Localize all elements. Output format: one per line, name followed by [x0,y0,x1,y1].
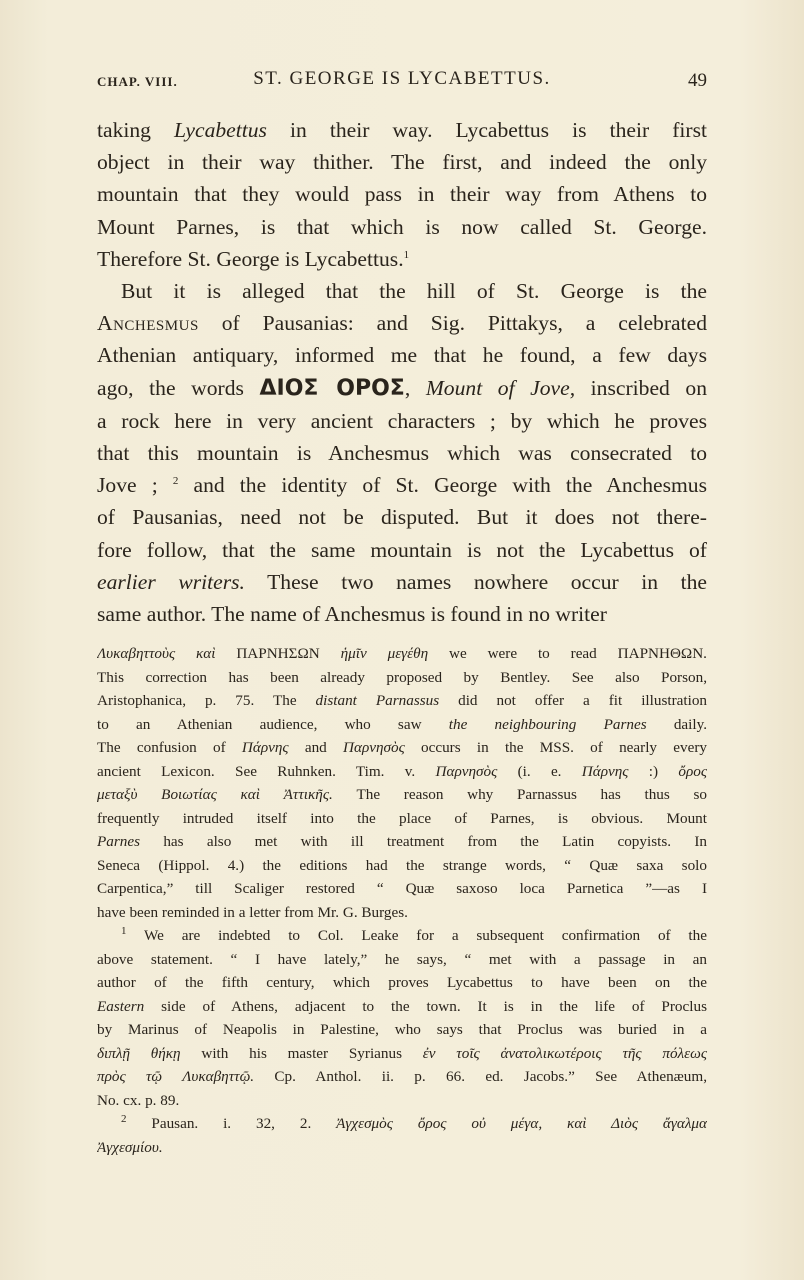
text-run: (i. e. [497,762,582,780]
body-line [97,598,707,630]
text-run: The reason why Parnassus has thus so [332,786,707,803]
text-run: πρὸς τῷ Λυκαβηττῷ. [97,1068,255,1085]
text-run: :) [628,762,679,780]
text-run: Therefore St. George is Lycabettus. [97,246,404,271]
text-run: Ἀγχεσμίου. [97,1138,163,1156]
footnote-line [97,830,707,854]
footnote-line [97,807,707,831]
text-run: Eastern [97,997,145,1015]
text-run: and the identity of St. George with the Anchesmus [178,473,707,498]
footnote-line [97,760,707,784]
text-run: same author. The name of Anchesmus is found in no writer [97,602,607,627]
text-run: , [404,375,426,400]
footnote-line [97,736,707,760]
text-run: to an Athenian audience, who saw [97,715,449,733]
footnote-line [97,1136,707,1160]
text-run: of Pausanias, need not be disputed. But it does not there- [97,505,707,530]
footnote-line [97,1018,707,1042]
text-run: side of Athens, adjacent to the town. It is in the life of Proclus [144,997,707,1015]
chapter-label: CHAP. VIII. [97,74,178,89]
body-line [97,566,707,598]
text-run: 1 [403,248,410,261]
footnote-line [97,948,707,972]
page-number: 49 [688,70,707,91]
text-run: We are indebted to Col. Leake for a subsequent confirmation of the [126,927,707,944]
body-line [97,372,707,405]
body-line [97,405,707,437]
body-line [97,114,707,146]
text-run: Seneca (Hippol. 4.) the editions had the strange words, “ Quæ saxa solo [97,856,707,874]
footnote-line [97,901,707,925]
footnote-line [97,642,707,666]
footnote-line [97,783,707,807]
footnote-line [97,1089,707,1113]
text-run: by Marinus of Neapolis in Palestine, who says that Proclus was buried in a [97,1021,707,1038]
text-run: occurs in the MSS. of nearly every [404,739,707,756]
text-run: in their way. Lycabettus is their first [266,118,707,142]
text-run: Ἀγχεσμὸς ὄρος οὐ μέγα, καὶ Διὸς ἄγαλμα [336,1115,707,1132]
text-run: Parnes [97,833,141,850]
text-run: earlier writers. [97,569,245,594]
text-run: frequently intruded itself into the place of Parnes, is obvious. Mount [97,809,707,827]
text-run: ΔΙΟΣ ΟΡΟΣ [259,375,405,401]
body-line [97,339,707,371]
text-run: with his master Syrianus [180,1044,423,1062]
text-run: 2 [121,1112,127,1125]
text-run: mountain that they would pass in their way from Athens to [97,182,707,207]
text-run: These two names nowhere occur in the [244,569,707,594]
text-run: ὄρος [678,762,707,780]
text-run: Anchesmus [97,311,199,336]
text-run: we were to read ΠΑΡΝΗΘΩΝ. [428,645,707,662]
text-run: Λυκαβηττοὺς καὶ [97,645,216,662]
text-run: the neighbouring Parnes [448,715,647,733]
text-run: ancient Lexicon. See Ruhnken. Tim. v. [97,762,436,780]
body-line [97,534,707,566]
body-line [97,275,707,307]
body-line [97,243,707,275]
text-run: ἡμῖν μεγέθη [340,645,429,662]
footnote-line [97,877,707,901]
text-run: διπλῇ θήκῃ [97,1044,181,1062]
running-header [97,68,707,98]
body-line [97,501,707,533]
text-run: fore follow, that the same mountain is not the Lycabettus of [97,537,707,562]
text-run: 2 [172,475,179,488]
text-run: Carpentica,” till Scaliger restored “ Quæ saxoso loca Parnetica ”—as I [97,880,707,897]
text-run: Jove ; [97,473,173,498]
main-text [97,114,707,630]
body-line [97,469,707,501]
text-run: 1 [121,924,127,937]
text-run: object in their way thither. The first, and indeed the only [97,150,707,175]
footnote-line [97,1042,707,1066]
text-run: Πάρνης [241,739,289,756]
text-run: distant Parnassus [315,692,440,709]
text-run: This correction has been already proposed by Bentley. See also Porson, [97,668,707,686]
text-run: Παρνησὸς [435,762,498,780]
footnote-line [97,1065,707,1089]
text-run: Παρνησὸς [343,739,405,756]
text-run: Athenian antiquary, informed me that he found, a few days [97,343,707,368]
footnote-line [97,854,707,878]
body-line [97,437,707,469]
text-run: of Pausanias: and Sig. Pittakys, a celebrated [198,311,707,336]
text-run: Aristophanica, p. 75. The [97,692,316,709]
text-run: and [288,739,343,756]
footnotes [97,642,707,1159]
footnote-line [97,713,707,737]
text-run: The confusion of [97,739,242,756]
footnote-line [97,924,707,948]
text-run: did not offer a fit illustration [439,692,707,709]
text-run: Pausan. i. 32, 2. [126,1115,337,1132]
text-run: that this mountain is Anchesmus which was consecrated to [97,441,707,466]
text-run: Mount of Jove, [425,375,576,400]
footnote-line [97,1112,707,1136]
footnote-line [97,666,707,690]
text-run: a rock here in very ancient characters ; by which he proves [97,408,707,433]
text-run: Lycabettus [174,118,267,142]
text-run: Cp. Anthol. ii. p. 66. ed. Jacobs.” See Athenæum, [254,1068,707,1085]
text-run: daily. [646,715,707,733]
running-title: ST. GEORGE IS LYCABETTUS. [253,68,551,89]
text-run: have been reminded in a letter from Mr. G. Burges. [97,903,408,921]
footnote-line [97,995,707,1019]
text-run: No. cx. p. 89. [97,1091,180,1109]
text-run: taking [97,118,175,142]
body-line [97,211,707,243]
body-line [97,146,707,178]
footnote-line [97,689,707,713]
body-line [97,178,707,210]
text-run: inscribed on [575,375,707,400]
text-run: But it is alleged that the hill of St. George is the [121,279,707,304]
text-run: ἐν τοῖς ἀνατολικωτέροις τῆς πόλεως [422,1044,707,1062]
text-run: above statement. “ I have lately,” he says, “ met with a passage in an [97,950,707,968]
footnote-line [97,971,707,995]
text-run: Mount Parnes, is that which is now called St. George. [97,214,707,239]
text-run: ago, the words [97,375,260,400]
text-run: has also met with ill treatment from the Latin copyists. In [140,833,707,850]
text-run: author of the fifth century, which proves Lycabettus to have been on the [97,974,707,991]
text-run: Πάρνης [581,762,629,780]
text-run: ΠΑΡΝΗΣΩΝ [215,645,341,662]
body-line [97,307,707,339]
text-run: μεταξὺ Βοιωτίας καὶ Ἀττικῆς. [97,786,333,803]
